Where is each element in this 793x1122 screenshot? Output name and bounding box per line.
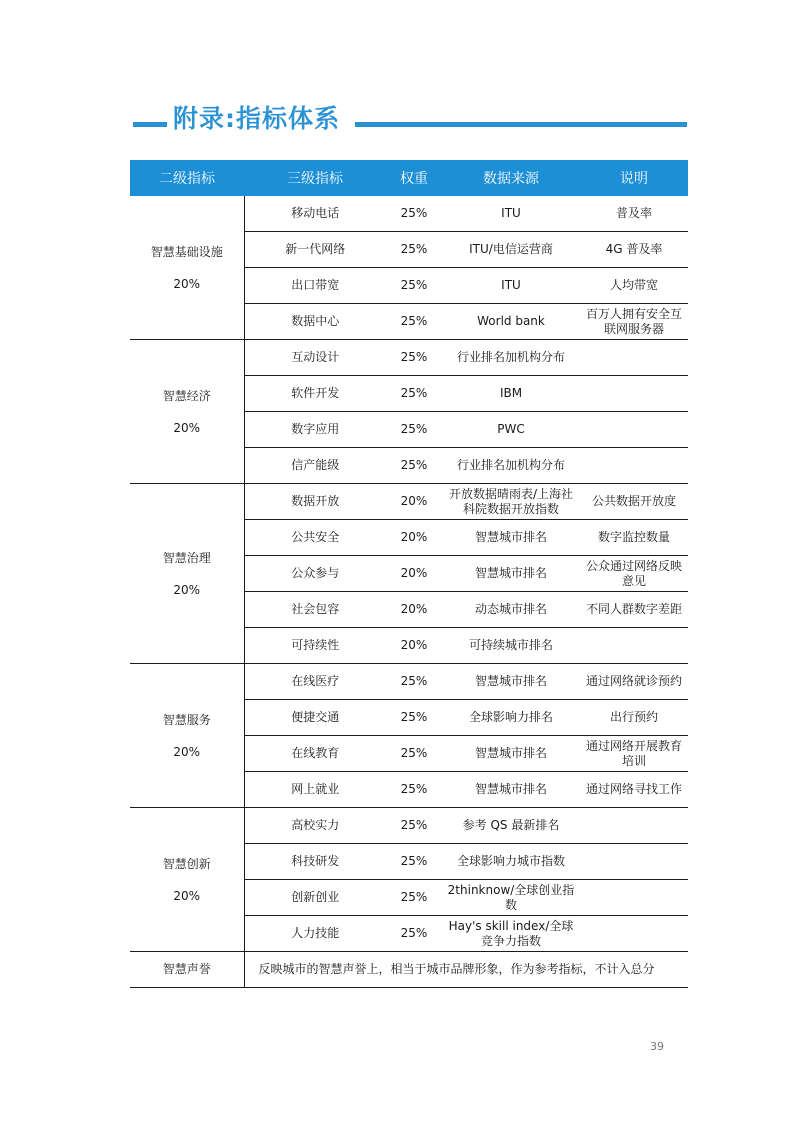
source-cell: 行业排名加机构分布 — [442, 448, 580, 484]
weight-cell: 25% — [386, 700, 442, 736]
table-row — [130, 196, 688, 232]
weight-cell: 25% — [386, 412, 442, 448]
note-cell — [580, 628, 688, 664]
indicator-table — [130, 160, 688, 988]
indicator-cell: 软件开发 — [244, 376, 386, 412]
weight-cell: 25% — [386, 664, 442, 700]
footer-description: 反映城市的智慧声誉上，相当于城市品牌形象，作为参考指标，不计入总分 — [244, 952, 688, 988]
indicator-cell: 创新创业 — [244, 880, 386, 916]
group-cell — [130, 808, 244, 952]
title-bar-left — [133, 122, 167, 127]
note-cell: 通过网络就诊预约 — [580, 664, 688, 700]
note-cell: 通过网络寻找工作 — [580, 772, 688, 808]
indicator-cell: 新一代网络 — [244, 232, 386, 268]
table-row — [130, 808, 688, 844]
weight-cell: 25% — [386, 340, 442, 376]
note-cell: 人均带宽 — [580, 268, 688, 304]
source-cell: 智慧城市排名 — [442, 664, 580, 700]
source-cell: 智慧城市排名 — [442, 556, 580, 592]
header-level3: 三级指标 — [244, 161, 386, 196]
note-cell — [580, 880, 688, 916]
header-level2: 二级指标 — [130, 161, 244, 196]
footer-row — [130, 952, 688, 988]
header-source: 数据来源 — [442, 161, 580, 196]
weight-cell: 25% — [386, 736, 442, 772]
group-cell — [130, 484, 244, 664]
weight-cell: 25% — [386, 376, 442, 412]
note-cell — [580, 844, 688, 880]
indicator-cell: 信产能级 — [244, 448, 386, 484]
note-cell: 4G 普及率 — [580, 232, 688, 268]
weight-cell: 25% — [386, 268, 442, 304]
source-cell: 智慧城市排名 — [442, 772, 580, 808]
source-cell: 参考 QS 最新排名 — [442, 808, 580, 844]
note-cell: 公众通过网络反映意见 — [580, 556, 688, 592]
page-number: 39 — [650, 1040, 664, 1053]
source-cell: 行业排名加机构分布 — [442, 340, 580, 376]
table-row — [130, 340, 688, 376]
indicator-cell: 网上就业 — [244, 772, 386, 808]
group-name: 智慧基础设施 — [150, 244, 223, 259]
note-cell: 通过网络开展教育培训 — [580, 736, 688, 772]
header-note: 说明 — [580, 161, 688, 196]
indicator-cell: 人力技能 — [244, 916, 386, 952]
indicator-cell: 公众参与 — [244, 556, 386, 592]
group-cell — [130, 340, 244, 484]
note-cell: 数字监控数量 — [580, 520, 688, 556]
indicator-cell: 出口带宽 — [244, 268, 386, 304]
weight-cell: 20% — [386, 592, 442, 628]
source-cell: World bank — [442, 304, 580, 340]
source-cell: 全球影响力城市指数 — [442, 844, 580, 880]
source-cell: IBM — [442, 376, 580, 412]
group-weight: 20% — [173, 582, 201, 597]
note-cell: 普及率 — [580, 196, 688, 232]
source-cell: ITU — [442, 196, 580, 232]
group-name: 智慧经济 — [162, 388, 211, 403]
source-cell: 智慧城市排名 — [442, 520, 580, 556]
source-cell: Hay's skill index/全球竞争力指数 — [442, 916, 580, 952]
weight-cell: 25% — [386, 772, 442, 808]
note-cell: 公共数据开放度 — [580, 484, 688, 520]
page-title: 附录:指标体系 — [173, 104, 340, 133]
group-weight: 20% — [173, 276, 201, 291]
note-cell: 出行预约 — [580, 700, 688, 736]
title-bar-right — [355, 122, 687, 127]
indicator-cell: 可持续性 — [244, 628, 386, 664]
weight-cell: 25% — [386, 448, 442, 484]
weight-cell: 25% — [386, 232, 442, 268]
indicator-cell: 社会包容 — [244, 592, 386, 628]
table-header-row — [130, 161, 688, 196]
table-row — [130, 484, 688, 520]
note-cell — [580, 376, 688, 412]
indicator-cell: 公共安全 — [244, 520, 386, 556]
header-weight: 权重 — [386, 161, 442, 196]
footer-name: 智慧声誉 — [130, 952, 244, 988]
weight-cell: 25% — [386, 916, 442, 952]
group-cell — [130, 664, 244, 808]
source-cell: 可持续城市排名 — [442, 628, 580, 664]
note-cell — [580, 448, 688, 484]
group-cell — [130, 196, 244, 340]
note-cell — [580, 808, 688, 844]
source-cell: 动态城市排名 — [442, 592, 580, 628]
group-weight: 20% — [173, 420, 201, 435]
indicator-cell: 便捷交通 — [244, 700, 386, 736]
weight-cell: 25% — [386, 196, 442, 232]
indicator-cell: 数据中心 — [244, 304, 386, 340]
indicator-cell: 在线医疗 — [244, 664, 386, 700]
weight-cell: 25% — [386, 844, 442, 880]
indicator-cell: 在线教育 — [244, 736, 386, 772]
indicator-cell: 数字应用 — [244, 412, 386, 448]
group-name: 智慧创新 — [162, 856, 211, 871]
source-cell: 2thinknow/全球创业指数 — [442, 880, 580, 916]
source-cell: 全球影响力排名 — [442, 700, 580, 736]
group-weight: 20% — [173, 888, 201, 903]
source-cell: 智慧城市排名 — [442, 736, 580, 772]
source-cell: 开放数据晴雨表/上海社科院数据开放指数 — [442, 484, 580, 520]
table-body — [130, 196, 688, 988]
group-weight: 20% — [173, 744, 201, 759]
group-name: 智慧治理 — [162, 550, 211, 565]
table-row — [130, 664, 688, 700]
note-cell: 不同人群数字差距 — [580, 592, 688, 628]
weight-cell: 25% — [386, 880, 442, 916]
indicator-cell: 数据开放 — [244, 484, 386, 520]
weight-cell: 25% — [386, 808, 442, 844]
weight-cell: 20% — [386, 556, 442, 592]
section-title — [133, 102, 687, 136]
source-cell: PWC — [442, 412, 580, 448]
indicator-cell: 高校实力 — [244, 808, 386, 844]
weight-cell: 25% — [386, 304, 442, 340]
indicator-cell: 移动电话 — [244, 196, 386, 232]
note-cell: 百万人拥有安全互联网服务器 — [580, 304, 688, 340]
weight-cell: 20% — [386, 628, 442, 664]
source-cell: ITU/电信运营商 — [442, 232, 580, 268]
indicator-cell: 互动设计 — [244, 340, 386, 376]
weight-cell: 20% — [386, 484, 442, 520]
weight-cell: 20% — [386, 520, 442, 556]
note-cell — [580, 340, 688, 376]
note-cell — [580, 916, 688, 952]
note-cell — [580, 412, 688, 448]
group-name: 智慧服务 — [162, 712, 211, 727]
indicator-cell: 科技研发 — [244, 844, 386, 880]
source-cell: ITU — [442, 268, 580, 304]
